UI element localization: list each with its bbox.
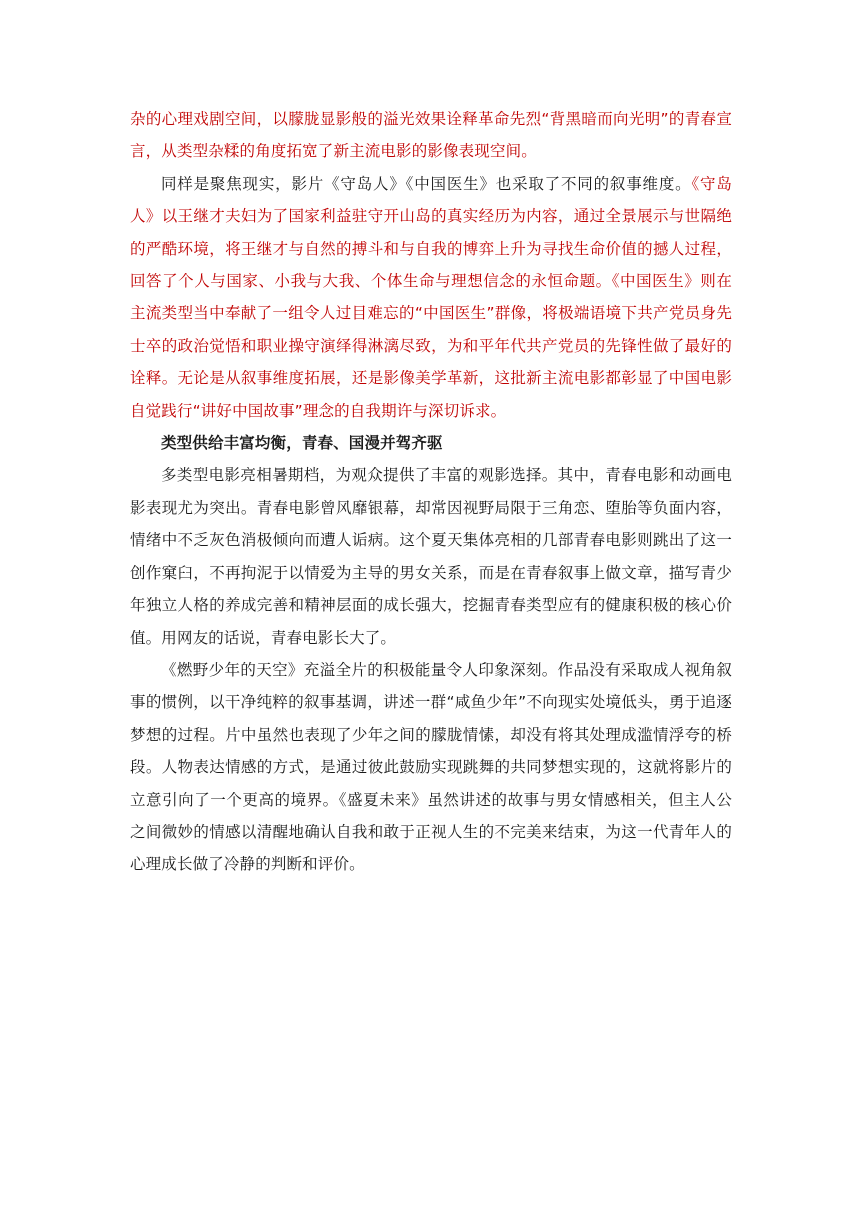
paragraph-highlighted-text: 《守岛人》以王继才夫妇为了国家利益驻守开山岛的真实经历为内容，通过全景展示与世隔绝的严酷环境，将王继才与自然的搏斗和与自我的博弈上升为寻找生命价值的撼人过程，回答了个人与国家、小我与大我、个体生命与理想信念的永恒命题。《中国医生》则在主流类型当中奉献了一组令人过目难忘的“中国医生”群像，将极端语境下共产党员身先士卒的政治觉悟和职业操守演绎得淋漓尽致，为和平年代共产党员的先锋性做了最好的诠释。无论是从叙事维度拓展，还是影像美学革新，这批新主流电影都彰显了中国电影自觉践行“讲好中国故事”理念的自我期许与深切诉求。: [130, 174, 733, 420]
paragraph-narrative-dimensions: [130, 168, 732, 427]
paragraph-film-analysis: 《燃野少年的天空》充溢全片的积极能量令人印象深刻。作品没有采取成人视角叙事的惯例，以干净纯粹的叙事基调，讲述一群“咸鱼少年”不向现实处境低头，勇于追逐梦想的过程。片中虽然也表现了少年之间的朦胧情愫，却没有将其处理成滥情浮夸的桥段。人物表达情感的方式，是通过彼此鼓励实现跳舞的共同梦想实现的，这就将影片的立意引向了一个更高的境界。《盛夏未来》虽然讲述的故事与男女情感相关，但主人公之间微妙的情感以清醒地确认自我和敢于正视人生的不完美来结束，为这一代青年人的心理成长做了冷静的判断和评价。: [130, 660, 732, 874]
paragraph-youth-films: 多类型电影亮相暑期档，为观众提供了丰富的观影选择。其中，青春电影和动画电影表现尤为突出。青春电影曾风靡银幕，却常因视野局限于三角恋、堕胎等负面内容，情绪中不乏灰色消极倾向而遭人诟病。这个夏天集体亮相的几部青春电影则跳出了这一创作窠臼，不再拘泥于以情爱为主导的男女关系，而是在青春叙事上做文章，描写青少年独立人格的养成完善和精神层面的成长强大，挖掘青春类型应有的健康积极的核心价值。用网友的话说，青春电影长大了。: [130, 466, 732, 647]
section-heading: 类型供给丰富均衡，青春、国漫并驾齐驱: [161, 434, 443, 453]
paragraph-intro-text: 同样是聚焦现实，影片《守岛人》《中国医生》也采取了不同的叙事维度。: [161, 174, 692, 193]
paragraph-red-continuation: 杂的心理戏剧空间，以朦胧显影般的溢光效果诠释革命先烈“背黑暗而向光明”的青春宣言，从类型杂糅的角度拓宽了新主流电影的影像表现空间。: [130, 110, 732, 161]
article-body: [130, 103, 732, 881]
